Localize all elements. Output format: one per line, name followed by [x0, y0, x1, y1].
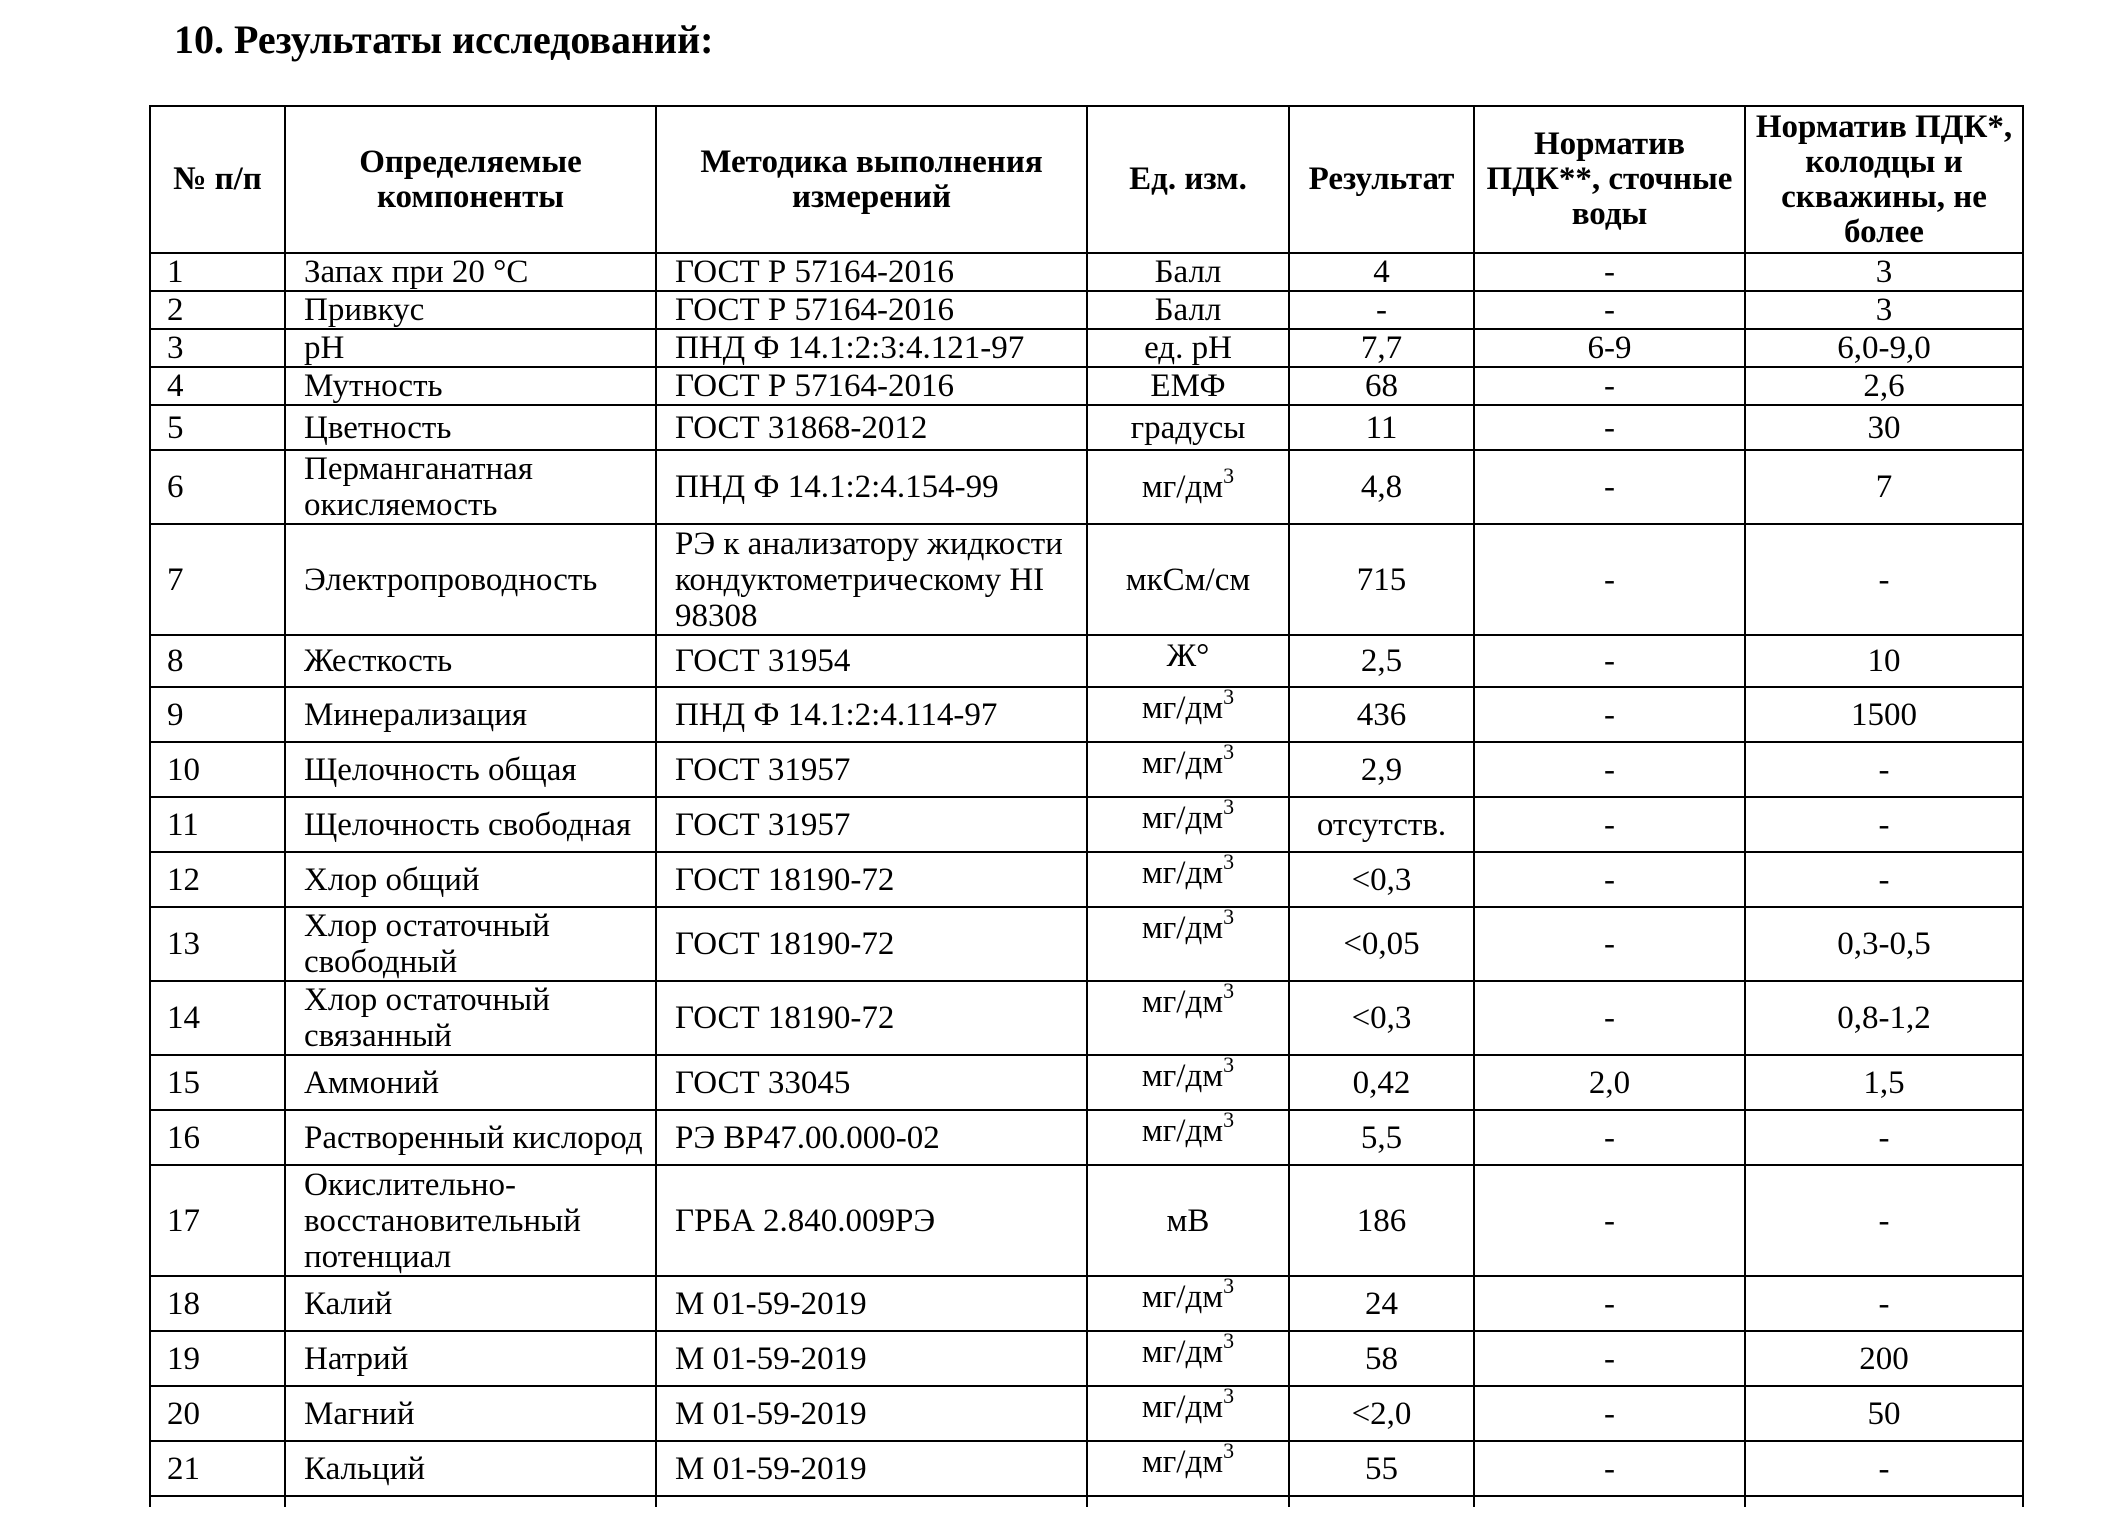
cell-unit — [1087, 981, 1289, 1055]
table-row — [150, 1386, 2023, 1441]
table-row — [150, 291, 2023, 329]
cell-component: Минерализация — [285, 687, 656, 742]
cell-result: <0,3 — [1289, 981, 1474, 1055]
cell-method: ГОСТ 31957 — [656, 797, 1087, 852]
cell-component: Цветность — [285, 405, 656, 450]
cell-unit — [1087, 687, 1289, 742]
cell-norm-waste: - — [1474, 687, 1745, 742]
table-row — [150, 450, 2023, 524]
unit-text: Балл — [1154, 254, 1222, 290]
cell-method: РЭ к анализатору жидкости кондуктометрическому HI 98308 — [656, 524, 1087, 635]
unit-superscript: 3 — [1223, 1276, 1235, 1298]
cell-norm-waste: 2,0 — [1474, 1055, 1745, 1110]
cell-method: М 01-59-2019 — [656, 1331, 1087, 1386]
cell-norm-waste: - — [1474, 1276, 1745, 1331]
cell-result: <0,3 — [1289, 852, 1474, 907]
cut-off-cell — [150, 1496, 285, 1507]
cell-component: Щелочность общая — [285, 742, 656, 797]
cell-num: 13 — [150, 907, 285, 981]
cell-result: 7,7 — [1289, 329, 1474, 367]
header-method: Методика выполнения измерений — [656, 106, 1087, 253]
cell-method: ГОСТ 18190-72 — [656, 981, 1087, 1055]
cell-result: 5,5 — [1289, 1110, 1474, 1165]
cell-norm-waste: - — [1474, 1331, 1745, 1386]
table-row — [150, 405, 2023, 450]
cell-component: Привкус — [285, 291, 656, 329]
cell-norm-wells: - — [1745, 797, 2023, 852]
cell-num: 20 — [150, 1386, 285, 1441]
cell-norm-waste: - — [1474, 1110, 1745, 1165]
cell-num: 17 — [150, 1165, 285, 1276]
cell-result: 11 — [1289, 405, 1474, 450]
cell-norm-waste: - — [1474, 635, 1745, 687]
cell-method: М 01-59-2019 — [656, 1386, 1087, 1441]
cell-num: 21 — [150, 1441, 285, 1496]
unit-superscript: 3 — [1223, 907, 1235, 929]
cell-result: <2,0 — [1289, 1386, 1474, 1441]
cell-num: 2 — [150, 291, 285, 329]
cut-off-cell — [1289, 1496, 1474, 1507]
cell-norm-wells: 2,6 — [1745, 367, 2023, 405]
cell-unit — [1087, 1276, 1289, 1331]
header-unit: Ед. изм. — [1087, 106, 1289, 253]
table-row — [150, 1165, 2023, 1276]
cell-method: ГОСТ 18190-72 — [656, 852, 1087, 907]
unit-text: мг/дм — [1141, 1058, 1224, 1094]
cell-norm-wells: 10 — [1745, 635, 2023, 687]
table-row — [150, 1331, 2023, 1386]
cell-result: 58 — [1289, 1331, 1474, 1386]
cell-num: 11 — [150, 797, 285, 852]
cell-norm-wells: - — [1745, 1276, 2023, 1331]
unit-text: Ж° — [1166, 638, 1210, 674]
cut-off-cell — [1745, 1496, 2023, 1507]
header-norm-wells: Норматив ПДК*, колодцы и скважины, не более — [1745, 106, 2023, 253]
header-norm-waste: Норматив ПДК**, сточные воды — [1474, 106, 1745, 253]
unit-superscript: 3 — [1223, 1055, 1235, 1077]
cell-method: ГРБА 2.840.009РЭ — [656, 1165, 1087, 1276]
cell-norm-waste: - — [1474, 1441, 1745, 1496]
cell-norm-waste: - — [1474, 1165, 1745, 1276]
cell-norm-wells: 200 — [1745, 1331, 2023, 1386]
cell-component: pH — [285, 329, 656, 367]
cell-unit — [1087, 1165, 1289, 1276]
page-heading: 10. Результаты исследований: — [174, 17, 714, 62]
cell-unit — [1087, 1441, 1289, 1496]
unit-text: мг/дм — [1141, 690, 1224, 726]
cell-unit — [1087, 742, 1289, 797]
cell-result: 4,8 — [1289, 450, 1474, 524]
table-row — [150, 907, 2023, 981]
cell-norm-waste: - — [1474, 1386, 1745, 1441]
table-row — [150, 1441, 2023, 1496]
cell-unit — [1087, 450, 1289, 524]
cut-off-row — [150, 1496, 2023, 1507]
unit-text: мг/дм — [1141, 469, 1224, 505]
table-row — [150, 1055, 2023, 1110]
unit-superscript: 3 — [1223, 981, 1235, 1003]
table-row — [150, 797, 2023, 852]
unit-superscript: 3 — [1223, 1110, 1235, 1132]
unit-text: мг/дм — [1141, 1334, 1224, 1370]
cell-method: М 01-59-2019 — [656, 1276, 1087, 1331]
cell-num: 14 — [150, 981, 285, 1055]
cell-num: 5 — [150, 405, 285, 450]
unit-text: мг/дм — [1141, 1389, 1224, 1425]
cell-method: ГОСТ Р 57164-2016 — [656, 367, 1087, 405]
cell-unit — [1087, 524, 1289, 635]
cell-result: 2,9 — [1289, 742, 1474, 797]
unit-text: мВ — [1166, 1202, 1210, 1239]
cell-method: М 01-59-2019 — [656, 1441, 1087, 1496]
cell-norm-wells: - — [1745, 524, 2023, 635]
unit-superscript: 3 — [1223, 1441, 1235, 1463]
cell-norm-wells: - — [1745, 852, 2023, 907]
cell-norm-waste: - — [1474, 367, 1745, 405]
cell-method: ГОСТ 31954 — [656, 635, 1087, 687]
cell-unit — [1087, 1110, 1289, 1165]
cell-norm-wells: 50 — [1745, 1386, 2023, 1441]
cell-norm-wells: 3 — [1745, 291, 2023, 329]
cell-method: ГОСТ 33045 — [656, 1055, 1087, 1110]
table-row — [150, 852, 2023, 907]
cell-method: ГОСТ Р 57164-2016 — [656, 253, 1087, 291]
cell-result: 55 — [1289, 1441, 1474, 1496]
header-row — [150, 106, 2023, 253]
cell-method: ПНД Ф 14.1:2:4.154-99 — [656, 450, 1087, 524]
cell-component: Запах при 20 °С — [285, 253, 656, 291]
cell-norm-waste: - — [1474, 405, 1745, 450]
unit-superscript: 3 — [1223, 852, 1235, 874]
table-row — [150, 981, 2023, 1055]
cell-result: 4 — [1289, 253, 1474, 291]
unit-text: мг/дм — [1141, 910, 1224, 946]
cell-norm-wells: 7 — [1745, 450, 2023, 524]
unit-text: Балл — [1154, 292, 1222, 328]
cell-component: Перманганатная окисляемость — [285, 450, 656, 524]
cell-result: 715 — [1289, 524, 1474, 635]
cell-num: 19 — [150, 1331, 285, 1386]
cell-norm-wells: 6,0-9,0 — [1745, 329, 2023, 367]
cell-norm-waste: - — [1474, 981, 1745, 1055]
cell-result: 0,42 — [1289, 1055, 1474, 1110]
cell-component: Хлор остаточный свободный — [285, 907, 656, 981]
cell-result: 24 — [1289, 1276, 1474, 1331]
unit-text: мг/дм — [1141, 1279, 1224, 1315]
cell-norm-waste: - — [1474, 742, 1745, 797]
cell-norm-wells: 30 — [1745, 405, 2023, 450]
cell-norm-wells: - — [1745, 1110, 2023, 1165]
cut-off-cell — [1474, 1496, 1745, 1507]
cell-method: ГОСТ 31957 — [656, 742, 1087, 797]
cell-result: 436 — [1289, 687, 1474, 742]
cell-method: ГОСТ 31868-2012 — [656, 405, 1087, 450]
cell-component: Щелочность свободная — [285, 797, 656, 852]
cell-num: 7 — [150, 524, 285, 635]
unit-text: мг/дм — [1141, 1113, 1224, 1149]
cell-result: - — [1289, 291, 1474, 329]
unit-text: мкСм/см — [1125, 561, 1251, 598]
unit-text: ед. pH — [1144, 330, 1232, 366]
cell-num: 12 — [150, 852, 285, 907]
cell-unit — [1087, 291, 1289, 329]
cell-num: 8 — [150, 635, 285, 687]
cell-unit — [1087, 1331, 1289, 1386]
cell-num: 4 — [150, 367, 285, 405]
cell-component: Хлор общий — [285, 852, 656, 907]
cell-method: РЭ ВР47.00.000-02 — [656, 1110, 1087, 1165]
unit-superscript: 3 — [1223, 742, 1235, 764]
cell-component: Электропроводность — [285, 524, 656, 635]
cut-off-cell — [285, 1496, 656, 1507]
cell-norm-waste: - — [1474, 852, 1745, 907]
cell-method: ГОСТ Р 57164-2016 — [656, 291, 1087, 329]
table-row — [150, 253, 2023, 291]
cut-off-cell — [1087, 1496, 1289, 1507]
unit-superscript: 3 — [1223, 463, 1235, 488]
cell-unit — [1087, 1386, 1289, 1441]
table-row — [150, 367, 2023, 405]
table-body — [150, 253, 2023, 1507]
cell-norm-wells: 1500 — [1745, 687, 2023, 742]
cell-result: 68 — [1289, 367, 1474, 405]
cell-component: Окислительно-восстановительный потенциал — [285, 1165, 656, 1276]
cell-result: <0,05 — [1289, 907, 1474, 981]
cell-norm-waste: - — [1474, 253, 1745, 291]
cell-unit — [1087, 797, 1289, 852]
cell-norm-wells: 3 — [1745, 253, 2023, 291]
cell-component: Жесткость — [285, 635, 656, 687]
cell-component: Калий — [285, 1276, 656, 1331]
table-row — [150, 635, 2023, 687]
cell-unit — [1087, 852, 1289, 907]
table-row — [150, 329, 2023, 367]
cell-method: ПНД Ф 14.1:2:3:4.121-97 — [656, 329, 1087, 367]
cell-unit — [1087, 405, 1289, 450]
cell-norm-wells: - — [1745, 742, 2023, 797]
unit-superscript: 3 — [1223, 1386, 1235, 1408]
cell-norm-waste: - — [1474, 797, 1745, 852]
cell-component: Кальций — [285, 1441, 656, 1496]
cell-unit — [1087, 1055, 1289, 1110]
table-row — [150, 687, 2023, 742]
table-row — [150, 742, 2023, 797]
unit-text: мг/дм — [1141, 800, 1224, 836]
unit-text: мг/дм — [1141, 745, 1224, 781]
header-components: Определяемые компоненты — [285, 106, 656, 253]
cell-norm-wells: - — [1745, 1441, 2023, 1496]
cell-component: Хлор остаточный связанный — [285, 981, 656, 1055]
cell-norm-waste: - — [1474, 450, 1745, 524]
unit-text: ЕМФ — [1150, 368, 1226, 404]
table-row — [150, 1110, 2023, 1165]
table-row — [150, 524, 2023, 635]
cell-component: Аммоний — [285, 1055, 656, 1110]
unit-superscript: 3 — [1223, 797, 1235, 819]
cell-component: Натрий — [285, 1331, 656, 1386]
cell-method: ГОСТ 18190-72 — [656, 907, 1087, 981]
cell-unit — [1087, 329, 1289, 367]
cell-num: 18 — [150, 1276, 285, 1331]
cell-norm-wells: 1,5 — [1745, 1055, 2023, 1110]
cell-unit — [1087, 367, 1289, 405]
table-row — [150, 1276, 2023, 1331]
cell-num: 9 — [150, 687, 285, 742]
cell-result: 2,5 — [1289, 635, 1474, 687]
cell-method: ПНД Ф 14.1:2:4.114-97 — [656, 687, 1087, 742]
cell-num: 10 — [150, 742, 285, 797]
unit-text: градусы — [1130, 409, 1246, 446]
cell-num: 6 — [150, 450, 285, 524]
unit-superscript: 3 — [1223, 1331, 1235, 1353]
cell-norm-waste: - — [1474, 291, 1745, 329]
cell-unit — [1087, 907, 1289, 981]
header-result: Результат — [1289, 106, 1474, 253]
cut-off-cell — [656, 1496, 1087, 1507]
cell-result: 186 — [1289, 1165, 1474, 1276]
results-table — [149, 105, 2024, 1507]
header-num: № п/п — [150, 106, 285, 253]
unit-text: мг/дм — [1141, 984, 1224, 1020]
cell-result: отсутств. — [1289, 797, 1474, 852]
cell-norm-waste: 6-9 — [1474, 329, 1745, 367]
unit-text: мг/дм — [1141, 855, 1224, 891]
cell-norm-wells: 0,8-1,2 — [1745, 981, 2023, 1055]
cell-component: Растворенный кислород — [285, 1110, 656, 1165]
cell-norm-waste: - — [1474, 524, 1745, 635]
cell-component: Магний — [285, 1386, 656, 1441]
cell-unit — [1087, 635, 1289, 687]
cell-norm-waste: - — [1474, 907, 1745, 981]
cell-norm-wells: - — [1745, 1165, 2023, 1276]
unit-superscript: 3 — [1223, 687, 1235, 709]
cell-num: 16 — [150, 1110, 285, 1165]
cell-component: Мутность — [285, 367, 656, 405]
cell-unit — [1087, 253, 1289, 291]
cell-num: 1 — [150, 253, 285, 291]
cell-num: 15 — [150, 1055, 285, 1110]
cell-num: 3 — [150, 329, 285, 367]
unit-text: мг/дм — [1141, 1444, 1224, 1480]
cell-norm-wells: 0,3-0,5 — [1745, 907, 2023, 981]
